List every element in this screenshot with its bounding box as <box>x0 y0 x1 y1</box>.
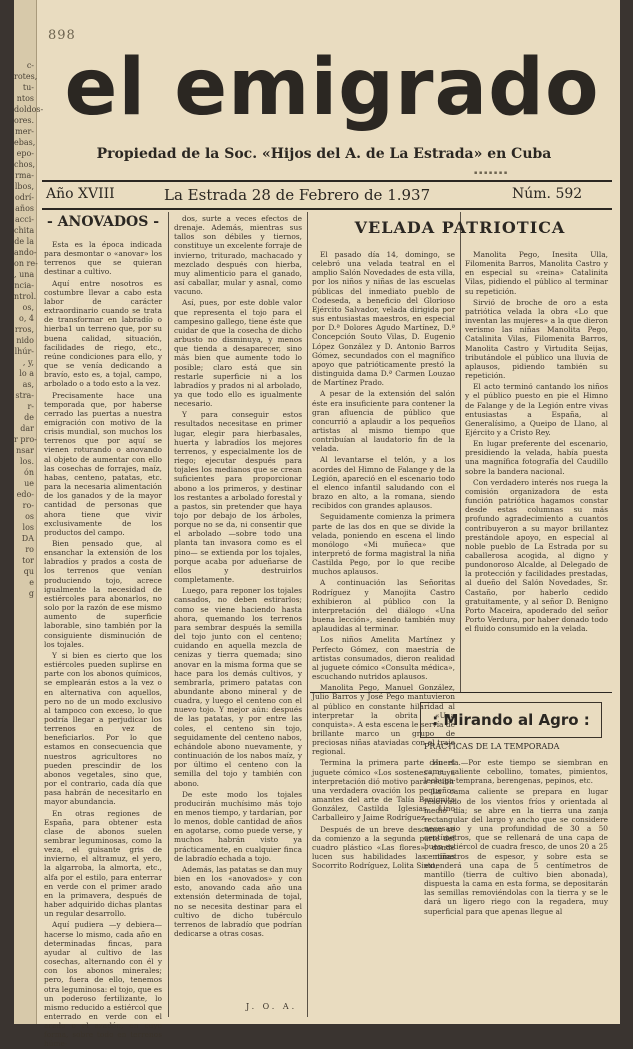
margin-fragment: años <box>15 204 34 213</box>
margin-fragment: on re- <box>14 259 38 268</box>
paragraph: En lugar preferente del escenario, presidiendo la velada, había puesta una magnífica fotografía del Caudillo sobre la bandera nacional. <box>465 439 608 476</box>
margin-fragment: tor <box>22 556 34 565</box>
margin-fragment: dar <box>20 424 34 433</box>
paragraph: Bien pensado que, al ensanchar la extensión de los labradíos y prados a costa de los terrenos que venían produciendo tojo, acrece igualmente la necesidad de estiércoles para abonarlos, no solo por la razón de ese mismo aumento de superficie laborable, sino también por la consiguiente disminución de los tojales. <box>44 539 162 649</box>
margin-fragment: ón <box>24 468 34 477</box>
mirando-column <box>424 758 608 1020</box>
margin-fragments <box>14 0 44 599</box>
paragraph: Después de un breve descanso se da comienzo a la segunda parte del cuadro plástico «Las flores», donde lucen sus habilidades las niñas Socorrito Rodríguez, Lolita Sixto, <box>312 824 455 871</box>
margin-fragment: , una <box>14 270 35 279</box>
masthead-subtitle: Propiedad de la Soc. «Hijos del A. de La Estrada» en Cuba <box>96 146 552 162</box>
mirando-heading: : Mirando al Agro : <box>420 702 602 738</box>
margin-fragment: de la <box>14 237 34 246</box>
anovados-continuation <box>174 214 302 998</box>
masthead-fineprint: ▪ ▪ ▪ ▪ ▪ ▪ ▪ <box>474 170 508 176</box>
header-rule-top <box>42 180 612 182</box>
paragraph: Y para conseguir estos resultados necesitase en primer lugar, elegir para hierbasales, huerta y labradíos los mejores terrenos, y especialmente los de riego; ejecutar después para tojales los medianos que se crean suficientes para proporcionar abono a los primeros, y destinar los restantes a arbolado forestal y a pastos, sin pretender que haya tojo por debajo de los árboles, porque no se da, ni consentir que el arbolado —sobre todo una planta tan invasora como es el pino— se extienda por los tojales, porque acaba por adueñarse de ellos y destruirlos completamente. <box>174 410 302 585</box>
masthead-title: el emigrado <box>64 43 600 133</box>
paragraph: Al levantarse el telón, y a los acordes del Himno de Falange y de la Legión, apareció en el escenario todo el elenco infantil saludando con el brazo en alto, a la romana, siendo recibidos con grandes aplausos. <box>312 455 455 511</box>
anovados-heading: - ANOVADOS - <box>46 214 160 230</box>
margin-fragment: los. <box>19 457 34 466</box>
margin-fragment: de <box>24 413 34 422</box>
margin-fragment: edo- <box>16 490 34 499</box>
margin-fragment: ntos <box>16 94 34 103</box>
margin-fragment: qu <box>23 567 34 576</box>
paragraph: En otras regiones de España, para obtener esta clase de abonos suelen sembrar leguminosas, como la veza, el guisante gris de invierno, el altramuz, el yero, la algarroba, la almorta, etc., alfa por el estilo, para enterrar en verde con el primer arado en la primavera, después de haber adquirido dichas plantas un regular desarrollo. <box>44 808 162 919</box>
margin-fragment: os, <box>22 303 34 312</box>
paragraph: Con verdadero interés nos ruega la comisión organizadora de esta función patriótica hagamos constar desde estas columnas su más profundo agradecimiento a cuantos contribuyeron a su mayor brillantez prestándole apoyo, en especial al noble pueblo de La Estrada por su caballerosa acogida, al digno y pundonoroso Alcalde, al Delegado de la protección y facilidades prestadas, al dueño del Salón Novedades, Sr. Castaño, por haberlo cedido gratuitamente, y al señor D. Benigno Porto Maceira, apoderado del señor Porto Verdura, por haber donado todo el fluido consumido en la velada. <box>465 477 608 634</box>
issue-place-date: La Estrada 28 de Febrero de 1.937 <box>164 186 431 204</box>
margin-fragment: odrí- <box>14 193 34 202</box>
paragraph: Huerta.—Por este tiempo se siembran en cama caliente cebollino, tomates, pimientos, lechuga temprana, berengenas, pepinos, etc. <box>424 758 608 786</box>
velada-heading: VELADA PATRIOTICA <box>354 218 566 237</box>
margin-fragment: ue <box>24 479 34 488</box>
margin-fragment: ntrol. <box>14 292 37 301</box>
margin-fragment: ro <box>25 545 34 554</box>
paragraph: Manolita Pego, Inesita Ulla, Filomenita Barros, Manolita Castro y en especial su «reina» Catalinita Vilas, pidiendo el público al terminar su repetición. <box>465 250 608 296</box>
paragraph: A pesar de la extensión del salón éste era insuficiente para contener la gran afluencia de público que concurrió a aplaudir a los pequeños artistas al mismo tiempo que contribuían al laudatorio fin de la velada. <box>312 389 455 454</box>
issue-year: Año XVIII <box>46 186 115 202</box>
column-divider-2 <box>307 212 308 1017</box>
margin-fragment: g <box>28 589 34 598</box>
margin-fragment: nsar <box>16 446 34 455</box>
margin-fragment: mer- <box>15 127 34 136</box>
velada-continuation <box>465 250 608 690</box>
paragraph: Aquí entre nosotros es costumbre llevar a cabo esta labor de carácter extraordinario cuando se trata de transformar en labradío o hierba1 un terreno que, por su buena calidad, situación, facilidades de riego, etc., reúne condiciones para ello, y que se venía dedicando a bravío, esto es, a tojal, campo, arbolado o a todo esto a la vez. <box>44 278 162 389</box>
paragraph: Esta es la época indicada para desmontar o «anovar» los terrenos que se quieran destinar a cultivo. <box>44 240 162 277</box>
margin-fragment: epo- <box>16 149 34 158</box>
margin-fragment: rros, <box>14 325 34 334</box>
article-signature: J. O. A. <box>246 1002 298 1011</box>
paragraph: Y si bien es cierto que los estiércoles pueden suplirse en parte con los abonos químicos, se emplearán estos a la vez o en alternativa con aquellos, pero no de un modo exclusivo al tampoco con exceso, lo que podría llegar a perjudicar los terrenos en vez de beneficiarlos. Por lo que estamos en consecuencia que nuestros agricultores no pueden prescindir de los abonos vegetales, sino que, por el contrario, cada día que pasa habrán de necesitarlo en mayor abundancia. <box>44 650 162 807</box>
margin-fragment: tu- <box>22 83 34 92</box>
margin-fragment: o, 4 <box>19 314 34 323</box>
paragraph: Termina la primera parte con el juguete cómico «Los sostenes», cuya interpretación dió motivo para recibir una verdadera ovación los pequeños amantes del arte de Talía Benignita González, Castilda Iglesias, Lino Carballeiro y Jaime Rodríguez. <box>312 758 455 823</box>
margin-fragment: stra- <box>15 391 34 400</box>
margin-fragment: chos, <box>14 160 36 169</box>
margin-fragment: chita <box>14 226 35 235</box>
adjacent-page-margin <box>14 0 44 1024</box>
paragraph: Luego, para reponer los tojales cansados, no deben estirarlos; como se viene haciendo hasta ahora, quemando los terrenos para sembrar después la semilla del tojo junto con el centeno; cuidando en aquella mezcla de cenizas y tierra quemada; sino anovar en la misma forma que se hace para los demás cultivos, y sembrarla, primero patatas con abundante abono mineral y de cuadra, y luego el centeno con el nuevo tojo. Y mejor aún: después de las patatas, y por entre las coles, el centeno sin tojo, seguidamente del centeno nabos, echándole abono nuevamente, y continuación de los nabos maíz, y por último el centeno con la semilla del tojo y también con abono. <box>174 586 302 788</box>
margin-fragment: c- <box>26 61 34 70</box>
paragraph: Así, pues, por este doble valor que representa el tojo para el campesino gallego, tiene éste que cuidar de que la cosecha de dicho arbusto no disminuya, y menos que tienda a desaparecer, sino más bien que aumente todo lo posible; claro está que sin restarle superficie ni a los labradíos y prados ni al arbolado, ya que todo ello es igualmente necesario. <box>174 298 302 409</box>
anovados-column <box>44 240 162 1049</box>
margin-fragment: lo a <box>19 369 34 378</box>
newspaper-page <box>14 0 620 1049</box>
paragraph: Precisamente hace una temporada que, por haberse cerrado las puertas a nuestra emigración con motivo de la crisis mundial, son muchos los terrenos que por aquí se vienen roturando o anovando al objeto de aumentar con ello las cosechas de forrajes, maíz, habas, centeno, patatas, etc. para la necesaria alimentación de los ganados y de la mayor cantidad de personas que ahora tiene que vivir exclusivamente de los productos del campo. <box>44 390 162 537</box>
paragraph: De este modo los tojales producirán muchísimo más tojo en menos tiempo, y tardarían, por lo menos, doble cantidad de años en agotarse, como puede verse, y muchos habrán visto ya prácticamente, en cualquier finca de labradío echada a tojo. <box>174 789 302 863</box>
issue-number: Núm. 592 <box>512 186 583 202</box>
margin-fragment: ro- <box>22 501 34 510</box>
margin-fragment: rotes, <box>14 72 38 81</box>
column-divider-3 <box>460 212 461 692</box>
margin-fragment: ncia- <box>14 281 34 290</box>
header-rule-bottom <box>42 208 612 210</box>
paragraph: Los niños Amelita Martínez y Perfecto Gómez, con maestría de artistas consumados, dieron realidad al juguete cómico «Consulta médica», escuchando nutridos aplausos. <box>312 635 455 682</box>
paragraph: El acto terminó cantando los niños y el público puesto en pie el Himno de Falange y de la Legión entre vivas entusiastas a España, al Generalísimo, a Queipo de Llano, al Ejército y a Cristo Rey. <box>465 382 608 437</box>
margin-fragment: ebas, <box>14 138 36 147</box>
margin-fragment: DA <box>21 534 34 543</box>
paragraph: La cama caliente se prepara en lugar reservado de los vientos fríos y orientada al medio día; se abre en la tierra una zanja rectangular del largo y ancho que se considere necesario y una profundidad de 30 a 50 centímetros, que se rellenará de una capa de buen estiércol de cuadra fresco, de unos 20 a 25 centímetros de espesor, y sobre esta se extenderá una capa de 5 centímetros de mantillo (tierra de cultivo bien abonada), dispuesta la cama en esta forma, se depositarán las semillas removiéndolas con la tierra y se le dará un ligero riego con la regadera, muy superficial para que apenas llegue al <box>424 787 608 916</box>
margin-fragment: r pro- <box>14 435 37 444</box>
practicas-subheading: PRACTICAS DE LA TEMPORADA <box>424 742 560 751</box>
margin-fragment: nido <box>16 336 34 345</box>
margin-fragment: e <box>29 578 34 587</box>
margin-fragment: lhúr- <box>14 347 34 356</box>
margin-fragment: , y, <box>22 358 34 367</box>
margin-fragment: ores. <box>14 116 35 125</box>
margin-fragment: acci- <box>15 215 34 224</box>
margin-fragment: os <box>25 512 34 521</box>
margin-fragment: r- <box>27 402 34 411</box>
catalog-stamp: 898 <box>48 28 76 43</box>
paragraph: Aquí pudiera —y debiera— hacerse lo mismo, cada año en determinadas fincas, para ayudar al cultivo de las cosechas, alternando con él y con los abonos minerales; pero, fuera de ello, tenemos otra leguminosa: el tojo, que es un poderoso fertilizante, lo mismo reducido a estiércol que enterrado en verde con el arado o el azadón, en cuyo forma, sobre todo en terrenos húme- <box>44 920 162 1049</box>
margin-fragment: as, <box>22 380 34 389</box>
paragraph: Seguidamente comienza la primera parte de las dos en que se divide la velada, poniendo en escena el lindo monólogo «Mi muñeca» que interpretó de forma magistral la niña Castilda Pego, por lo que recibe muchos aplausos. <box>312 512 455 577</box>
column-divider-1 <box>168 212 169 1017</box>
paragraph: dos, surte a veces efectos de drenaje. Además, mientras sus tallos son débiles y tiernos, constituye un excelente forraje de invierno, triturado, machacado y mezclado después con hierba, muy alimenticio para el ganado, así caballar, mular y asnal, como vacuno. <box>174 214 302 297</box>
margin-fragment: doldos- <box>14 105 44 114</box>
margin-fragment: ando- <box>14 248 37 257</box>
paragraph: El pasado día 14, domingo, se celebró una velada teatral en el amplio Salón Novedades de esta villa, por los niños y niñas de las escuelas públicas del inmediato pueblo de Codeseda, a beneficio del Glorioso Ejército Salvador, velada dirigida por sus entusiastas maestros, en especial por D.ª Dolores Agudo Martínez, D.ª Concepción Souto Vilas, D. Eugenio López González y D. Antonio Barros Gómez, secundados con el magnífico apoyo que patrióticamente prestó la distinguida dama D.ª Carmen Louzao de Martínez Prado. <box>312 250 455 388</box>
paragraph: Sirvió de broche de oro a esta patriótica velada la obra «Lo que inventan las mujeres» a la que dieron verismo las niñas Manolita Pego, Catalinita Vilas, Filomenita Barros, Manolita Castro y Virtudita Seijas, tributándole el público una lluvia de aplausos, pidiendo también su repetición. <box>465 297 608 381</box>
margin-fragment: rma- <box>15 171 34 180</box>
paragraph: Manolita Pego, Manuel González, Julio Barros y José Pego mantuvieron al público en constante hilaridad al interpretar la obrita «Una conquista». A esta escena le servía de brillante marco un grupo de preciosas niñas ataviadas con el traje regional. <box>312 683 455 757</box>
margin-fragment: los <box>22 523 34 532</box>
paragraph: A continuación las Señoritas Rodríguez y Manojita Castro exhibieron al público con la interpretación del diálogo «Una buena lección», siendo también muy aplaudidas al terminar. <box>312 578 455 634</box>
margin-fragment: lbos, <box>14 182 34 191</box>
paragraph: Además, las patatas se dan muy bien en los «anovados» y con esto, anovando cada año una extensión determinada de tojal, no se necesita destinar para el cultivo de dicho tubérculo terrenos de labradío que podrían dedicarse a otras cosas. <box>174 864 302 939</box>
